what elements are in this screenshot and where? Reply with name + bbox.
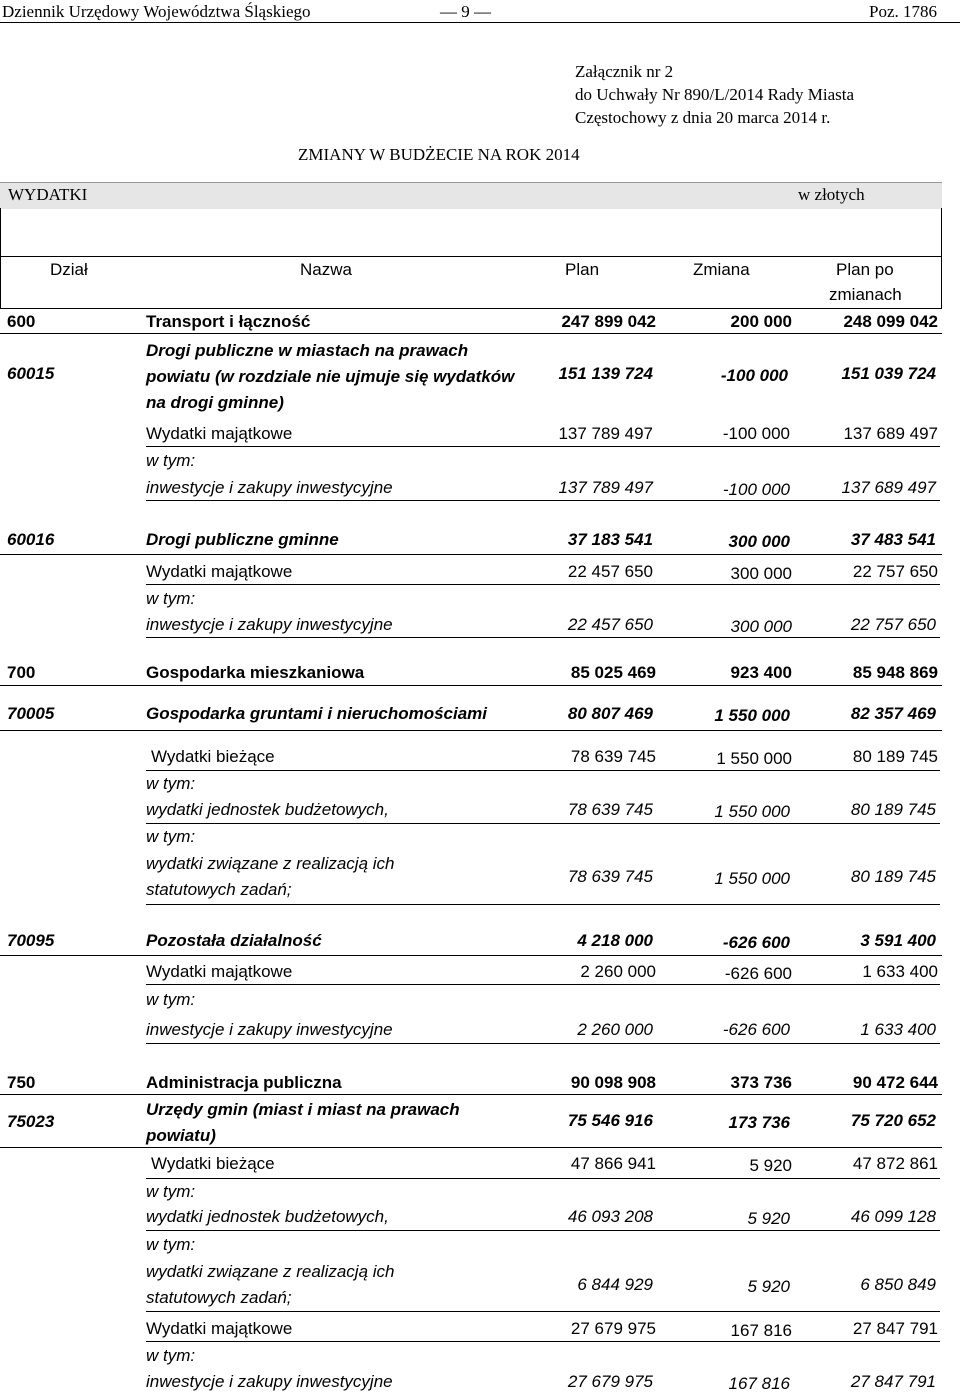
row-name: w tym:: [146, 774, 196, 793]
row-zmiana: -100 000: [720, 366, 788, 385]
row-plan: 137 789 497: [558, 478, 653, 497]
row-divider: [146, 637, 940, 638]
row-plan: 137 789 497: [558, 424, 653, 443]
row-code: 700: [7, 663, 36, 682]
row-name: Gospodarka mieszkaniowa: [146, 663, 365, 682]
row-name: inwestycje i zakupy inwestycyjne: [146, 478, 393, 497]
row-plan: 151 139 724: [558, 364, 653, 383]
row-plan-po: 3 591 400: [860, 931, 936, 950]
row-divider: [146, 1043, 940, 1044]
row-name: w tym:: [146, 589, 196, 608]
row-name: inwestycje i zakupy inwestycyjne: [146, 1372, 393, 1391]
row-code: 750: [7, 1073, 36, 1092]
row-zmiana: 300 000: [730, 617, 792, 636]
attachment-line-1: Załącznik nr 2: [575, 62, 674, 81]
row-zmiana: 200 000: [730, 312, 792, 331]
row-name: Urzędy gmin (miast i miast na prawach powiatu): [146, 1100, 460, 1145]
row-plan: 85 025 469: [570, 663, 656, 682]
row-plan-po: 151 039 724: [841, 364, 936, 383]
row-divider: [146, 904, 940, 905]
row-zmiana: 5 920: [747, 1209, 790, 1228]
row-plan-po: 137 689 497: [843, 424, 938, 443]
row-name: Drogi publiczne gminne: [146, 530, 339, 549]
header-divider: [0, 22, 960, 23]
row-plan: 75 546 916: [567, 1111, 653, 1130]
row-plan: 78 639 745: [570, 747, 656, 766]
row-name: inwestycje i zakupy inwestycyjne: [146, 1020, 393, 1039]
row-zmiana: 167 816: [728, 1374, 790, 1393]
row-plan-po: 90 472 644: [852, 1073, 938, 1092]
row-name: w tym:: [146, 990, 196, 1009]
row-divider: [0, 333, 942, 334]
journal-name: Dziennik Urzędowy Województwa Śląskiego: [2, 2, 311, 21]
row-plan-po: 27 847 791: [850, 1372, 936, 1391]
row-divider: [146, 584, 940, 585]
row-name: w tym:: [146, 1235, 196, 1254]
attachment-line-3: Częstochowy z dnia 20 marca 2014 r.: [575, 108, 831, 127]
section-label: WYDATKI: [8, 185, 88, 204]
row-plan: 37 183 541: [567, 530, 653, 549]
row-plan-po: 80 189 745: [850, 867, 936, 886]
row-name: w tym:: [146, 451, 196, 470]
row-name: Pozostała działalność: [146, 931, 322, 950]
row-divider: [0, 685, 942, 686]
row-plan-po: 6 850 849: [860, 1275, 936, 1294]
row-divider: [146, 1311, 940, 1312]
col-zmiana: Zmiana: [693, 260, 750, 279]
row-name: wydatki jednostek budżetowych,: [146, 1207, 389, 1226]
row-zmiana: 1 550 000: [716, 749, 792, 768]
row-divider: [146, 770, 940, 771]
header-inner-line: [0, 256, 942, 257]
row-zmiana: 1 550 000: [714, 869, 790, 888]
col-plan: Plan: [565, 260, 600, 279]
row-name: w tym:: [146, 1346, 196, 1365]
row-name: Transport i łączność: [146, 312, 311, 331]
row-plan: 22 457 650: [567, 615, 653, 634]
row-name: Administracja publiczna: [146, 1073, 342, 1092]
row-divider: [146, 1230, 940, 1231]
row-plan: 80 807 469: [567, 704, 653, 723]
row-plan: 2 260 000: [580, 962, 656, 981]
row-divider: [146, 1341, 940, 1342]
row-divider: [146, 500, 940, 501]
row-name: Wydatki majątkowe: [146, 1319, 293, 1338]
row-plan: 6 844 929: [577, 1275, 653, 1294]
row-code: 70095: [7, 931, 55, 950]
attachment-note: [575, 60, 854, 129]
row-plan-po: 82 357 469: [850, 704, 936, 723]
row-divider: [0, 955, 942, 956]
row-code: 60016: [7, 530, 55, 549]
row-zmiana: -100 000: [722, 480, 790, 499]
row-plan: 4 218 000: [577, 931, 653, 950]
row-plan: 2 260 000: [577, 1020, 653, 1039]
row-divider: [146, 984, 940, 985]
row-plan: 46 093 208: [567, 1207, 653, 1226]
row-plan-po: 37 483 541: [850, 530, 936, 549]
row-zmiana: 373 736: [730, 1073, 792, 1092]
row-code: 60015: [7, 364, 55, 383]
row-name: wydatki jednostek budżetowych,: [146, 800, 389, 819]
row-plan-po: 137 689 497: [841, 478, 936, 497]
row-zmiana: 300 000: [728, 532, 790, 551]
row-plan: 22 457 650: [567, 562, 653, 581]
row-plan-po: 46 099 128: [850, 1207, 936, 1226]
row-name: w tym:: [146, 827, 196, 846]
row-zmiana: 923 400: [730, 663, 792, 682]
row-code: 70005: [7, 704, 55, 723]
unit-label: w złotych: [798, 185, 865, 204]
row-zmiana: 300 000: [730, 564, 792, 583]
row-divider: [146, 823, 940, 824]
row-name: Wydatki majątkowe: [146, 562, 293, 581]
page-number: — 9 —: [440, 2, 491, 21]
row-plan-po: 248 099 042: [843, 312, 938, 331]
row-plan-po: 80 189 745: [850, 800, 936, 819]
row-plan-po: 22 757 650: [852, 562, 938, 581]
row-plan: 27 679 975: [570, 1319, 656, 1338]
position-number: Poz. 1786: [869, 2, 937, 21]
row-divider: [0, 554, 942, 555]
row-divider: [0, 1147, 942, 1148]
row-code: 600: [7, 312, 36, 331]
row-name: wydatki związane z realizacją ich statutowych zadań;: [146, 854, 395, 899]
row-zmiana: -100 000: [722, 424, 790, 443]
attachment-line-2: do Uchwały Nr 890/L/2014 Rady Miasta: [575, 85, 855, 104]
row-plan-po: 1 633 400: [862, 962, 938, 981]
row-plan: 247 899 042: [561, 312, 656, 331]
row-name: Wydatki majątkowe: [146, 424, 293, 443]
row-divider: [146, 1178, 940, 1179]
row-zmiana: 1 550 000: [714, 802, 790, 821]
row-plan-po: 75 720 652: [850, 1111, 936, 1130]
row-zmiana: -626 600: [724, 964, 792, 983]
col-zmianach: zmianach: [829, 285, 902, 304]
row-plan: 47 866 941: [570, 1154, 656, 1173]
column-header-box: [0, 208, 942, 309]
row-plan: 90 098 908: [570, 1073, 656, 1092]
document-title: ZMIANY W BUDŻECIE NA ROK 2014: [298, 145, 580, 164]
row-zmiana: 5 920: [747, 1277, 790, 1296]
row-divider: [0, 730, 942, 731]
row-code: 75023: [7, 1112, 55, 1131]
row-divider: [0, 1094, 942, 1095]
row-name: Drogi publiczne w miastach na prawach powiatu (w rozdziale nie ujmuje się wydatków na drogi gminne): [146, 341, 515, 412]
col-nazwa: Nazwa: [300, 260, 352, 279]
row-plan: 78 639 745: [567, 800, 653, 819]
row-plan-po: 27 847 791: [852, 1319, 938, 1338]
row-plan-po: 85 948 869: [852, 663, 938, 682]
row-zmiana: -626 600: [722, 1020, 790, 1039]
row-name: Gospodarka gruntami i nieruchomościami: [146, 704, 488, 723]
row-zmiana: 5 920: [749, 1156, 792, 1175]
row-name: Wydatki bieżące: [151, 1154, 275, 1173]
row-name: w tym:: [146, 1182, 196, 1201]
row-name: Wydatki majątkowe: [146, 962, 293, 981]
row-name: inwestycje i zakupy inwestycyjne: [146, 615, 393, 634]
row-plan-po: 1 633 400: [860, 1020, 936, 1039]
row-zmiana: 1 550 000: [714, 706, 790, 725]
row-name: Wydatki bieżące: [151, 747, 275, 766]
row-plan: 27 679 975: [567, 1372, 653, 1391]
row-plan-po: 47 872 861: [852, 1154, 938, 1173]
col-plan-po: Plan po: [836, 260, 894, 279]
col-dzial: Dział: [50, 260, 88, 279]
row-plan: 78 639 745: [567, 867, 653, 886]
row-plan-po: 80 189 745: [852, 747, 938, 766]
row-zmiana: -626 600: [722, 933, 790, 952]
row-divider: [146, 446, 940, 447]
row-name: wydatki związane z realizacją ich statutowych zadań;: [146, 1262, 395, 1307]
row-plan-po: 22 757 650: [850, 615, 936, 634]
row-zmiana: 173 736: [728, 1113, 790, 1132]
row-zmiana: 167 816: [730, 1321, 792, 1340]
